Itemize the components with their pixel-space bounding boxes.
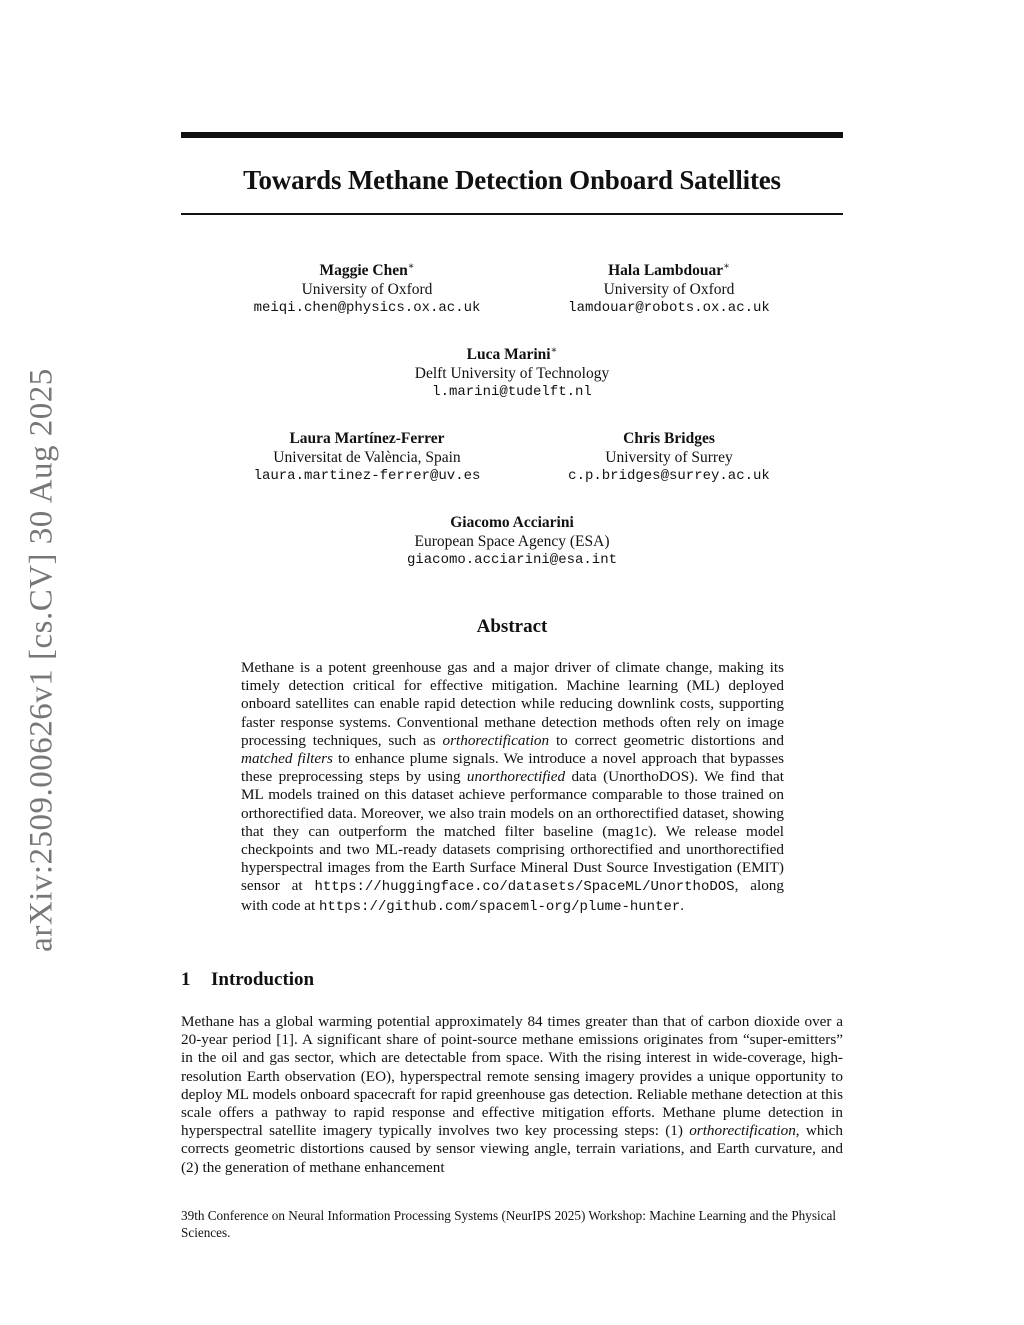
author-affiliation: Delft University of Technology <box>414 364 610 382</box>
author-email[interactable]: meiqi.chen@physics.ox.ac.uk <box>253 300 481 316</box>
author-email[interactable]: c.p.bridges@surrey.ac.uk <box>568 468 770 484</box>
author-block <box>207 430 527 486</box>
author-affiliation: Universitat de València, Spain <box>273 448 461 466</box>
author-block <box>352 346 672 402</box>
author-affiliation: European Space Agency (ESA) <box>414 532 610 550</box>
author-name: Chris Bridges <box>623 430 715 447</box>
author-name: Hala Lambdouar∗ <box>608 260 730 279</box>
title-rule-bottom <box>181 213 843 215</box>
author-affiliation: University of Oxford <box>301 280 433 298</box>
paper-title: Towards Methane Detection Onboard Satellites <box>243 165 781 195</box>
author-name: Giacomo Acciarini <box>450 514 574 531</box>
author-name: Laura Martínez-Ferrer <box>289 430 445 447</box>
section-heading: 1 Introduction <box>181 969 315 990</box>
introduction-body: Methane has a global warming potential approximately 84 times greater than that of carbon dioxide over a 20-year period [1]. A significant share of point-source methane emissions originates from “super-emitters” in the oil and gas sector, which are detectable from space. With the rising interest in wide-coverage, high-resolution Earth observation (EO), hyperspectral remote sensing imagery provides a unique opportunity to deploy ML models onboard spacecraft for rapid greenhouse gas detection. Reliable methane detection at this scale offers a pathway to rapid response and effective mitigation efforts. Methane plume detection in hyperspectral satellite imagery typically involves two key processing steps: (1) orthorectification, which corrects geometric distortions caused by sensor viewing angle, terrain variations, and Earth curvature, and (2) the generation of methane enhancement <box>181 1013 843 1176</box>
author-email[interactable]: l.marini@tudelft.nl <box>432 384 592 400</box>
abstract-body: Methane is a potent greenhouse gas and a major driver of climate change, making its timely detection critical for effective mitigation. Machine learning (ML) deployed onboard satellites can enable rapid detection while reducing downlink costs, supporting faster response systems. Conventional methane detection methods often rely on image processing techniques, such as orthorectification to correct geometric distortions and matched filters to enhance plume signals. We introduce a novel approach that bypasses these preprocessing steps by using unorthorectified data (UnorthoDOS). We find that ML models trained on this dataset achieve performance comparable to those trained on orthorectified data. Moreover, we also train models on an orthorectified dataset, showing that they can outperform the matched filter baseline (mag1c). We release model checkpoints and two ML-ready datasets comprising orthorectified and unorthorectified hyperspectral images from the Earth Surface Mineral Dust Source Investigation (EMIT) sensor at https://huggingface.co/datasets/SpaceML/UnorthoDOS, along with code at https://github.com/spaceml-org/plume-hunter. <box>241 659 784 915</box>
dataset-link[interactable]: https://huggingface.co/datasets/SpaceML/UnorthoDOS <box>314 879 735 896</box>
author-affiliation: University of Surrey <box>605 448 733 466</box>
author-name: Luca Marini∗ <box>466 344 558 363</box>
arxiv-side-identifier: arXiv:2509.00626v1 [cs.CV] 30 Aug 2025 <box>23 368 60 952</box>
abstract-heading: Abstract <box>476 616 548 637</box>
author-name: Maggie Chen∗ <box>319 260 415 279</box>
author-block <box>509 262 829 318</box>
author-email[interactable]: lamdouar@robots.ox.ac.uk <box>568 300 770 316</box>
author-email[interactable]: laura.martinez-ferrer@uv.es <box>253 468 481 484</box>
author-block <box>207 262 527 318</box>
author-block <box>352 514 672 570</box>
title-rule-top <box>181 132 843 138</box>
code-link[interactable]: https://github.com/spaceml-org/plume-hunter <box>319 898 681 915</box>
author-email[interactable]: giacomo.acciarini@esa.int <box>406 552 618 568</box>
conference-footnote: 39th Conference on Neural Information Processing Systems (NeurIPS 2025) Workshop: Machine Learning and the Physical Sciences. <box>181 1208 837 1240</box>
author-block <box>509 430 829 486</box>
author-affiliation: University of Oxford <box>603 280 735 298</box>
